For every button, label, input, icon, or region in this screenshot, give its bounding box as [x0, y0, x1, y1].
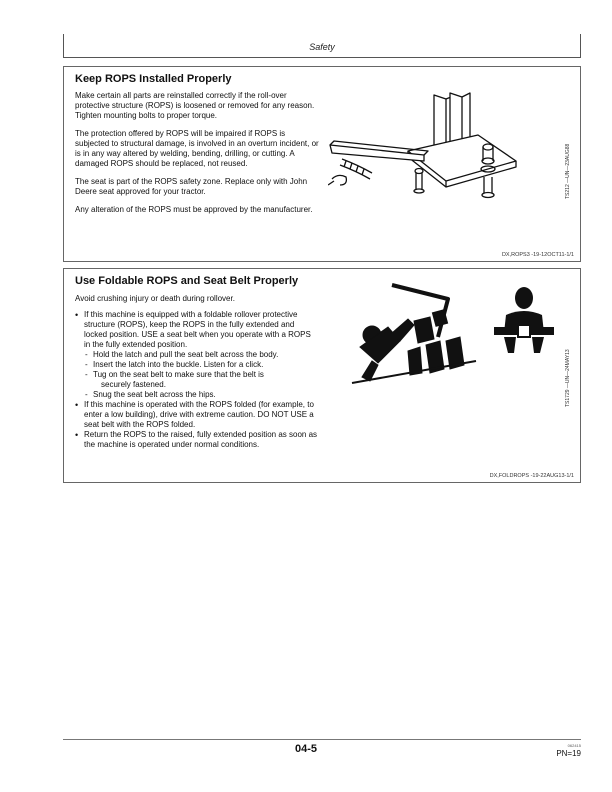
paragraph: The seat is part of the ROPS safety zone. Replace only with John Deere seat approved for your tractor. — [75, 177, 308, 196]
sub-list-item — [84, 370, 319, 390]
sub-list-item: - Hold the latch and pull the seat belt across the body. — [84, 350, 319, 360]
intro-paragraph: Avoid crushing injury or death during rollover. — [75, 294, 235, 303]
footer-code: 062415 — [567, 743, 581, 748]
footer-rule — [63, 739, 581, 740]
section-body — [75, 294, 319, 450]
bullet-list — [75, 310, 319, 450]
document-code: DX,ROPS3 -19-12OCT11-1/1 — [501, 252, 574, 258]
sub-item-text: Tug on the seat belt to make sure that the belt is — [93, 370, 264, 379]
sub-list-item: - Insert the latch into the buckle. Listen for a click. — [84, 360, 319, 370]
sub-list — [84, 350, 319, 400]
rollover-crush-icon — [348, 281, 478, 387]
rops-mounting-illustration — [328, 73, 568, 203]
bullet-text: If this machine is equipped with a foldable rollover protective structure (ROPS), keep the ROPS in the fully extended and locked position. USE a seat belt when you operate with a ROPS in the fully extended position. — [84, 310, 311, 349]
list-item: • If this machine is operated with the ROPS folded (for example, to enter a low building), drive with extreme caution. DO NOT USE a seat belt with the ROPS folded. — [75, 400, 319, 430]
section-foldable-rops — [63, 268, 581, 483]
figure-id: TS212 —UN—23AUG88 — [565, 143, 571, 199]
header-bottom-rule — [63, 57, 581, 58]
footer-pn: PN=19 — [556, 749, 581, 758]
sub-list-item: - Snug the seat belt across the hips. — [84, 390, 319, 400]
sub-item-continuation: securely fastened. — [101, 380, 166, 389]
section-body — [75, 91, 319, 223]
page-number: 04-5 — [294, 743, 318, 755]
list-item: • Return the ROPS to the raised, fully extended position as soon as the machine is operated under normal conditions. — [75, 430, 319, 450]
seat-belt-icon — [488, 285, 558, 355]
figure-id: TS1729 —UN—24MAY13 — [565, 349, 571, 407]
paragraph: Make certain all parts are reinstalled correctly if the roll-over protective structure (ROPS) is loosened or removed for any reason. Tighten mounting bolts to proper torque. — [75, 91, 315, 120]
list-item — [75, 310, 319, 400]
paragraph: Any alteration of the ROPS must be approved by the manufacturer. — [75, 205, 313, 214]
section-title: Keep ROPS Installed Properly — [75, 73, 232, 85]
document-code: DX,FOLDROPS -19-22AUG13-1/1 — [489, 473, 574, 479]
section-keep-rops — [63, 66, 581, 262]
section-title: Use Foldable ROPS and Seat Belt Properly — [75, 275, 299, 287]
header-title: Safety — [309, 42, 335, 52]
paragraph: The protection offered by ROPS will be impaired if ROPS is subjected to structural damage, is involved in an overturn incident, or is in any way altered by welding, bending, drilling, or cutting. A damaged ROPS should be replaced, not reused. — [75, 129, 319, 168]
page-header — [63, 34, 581, 58]
